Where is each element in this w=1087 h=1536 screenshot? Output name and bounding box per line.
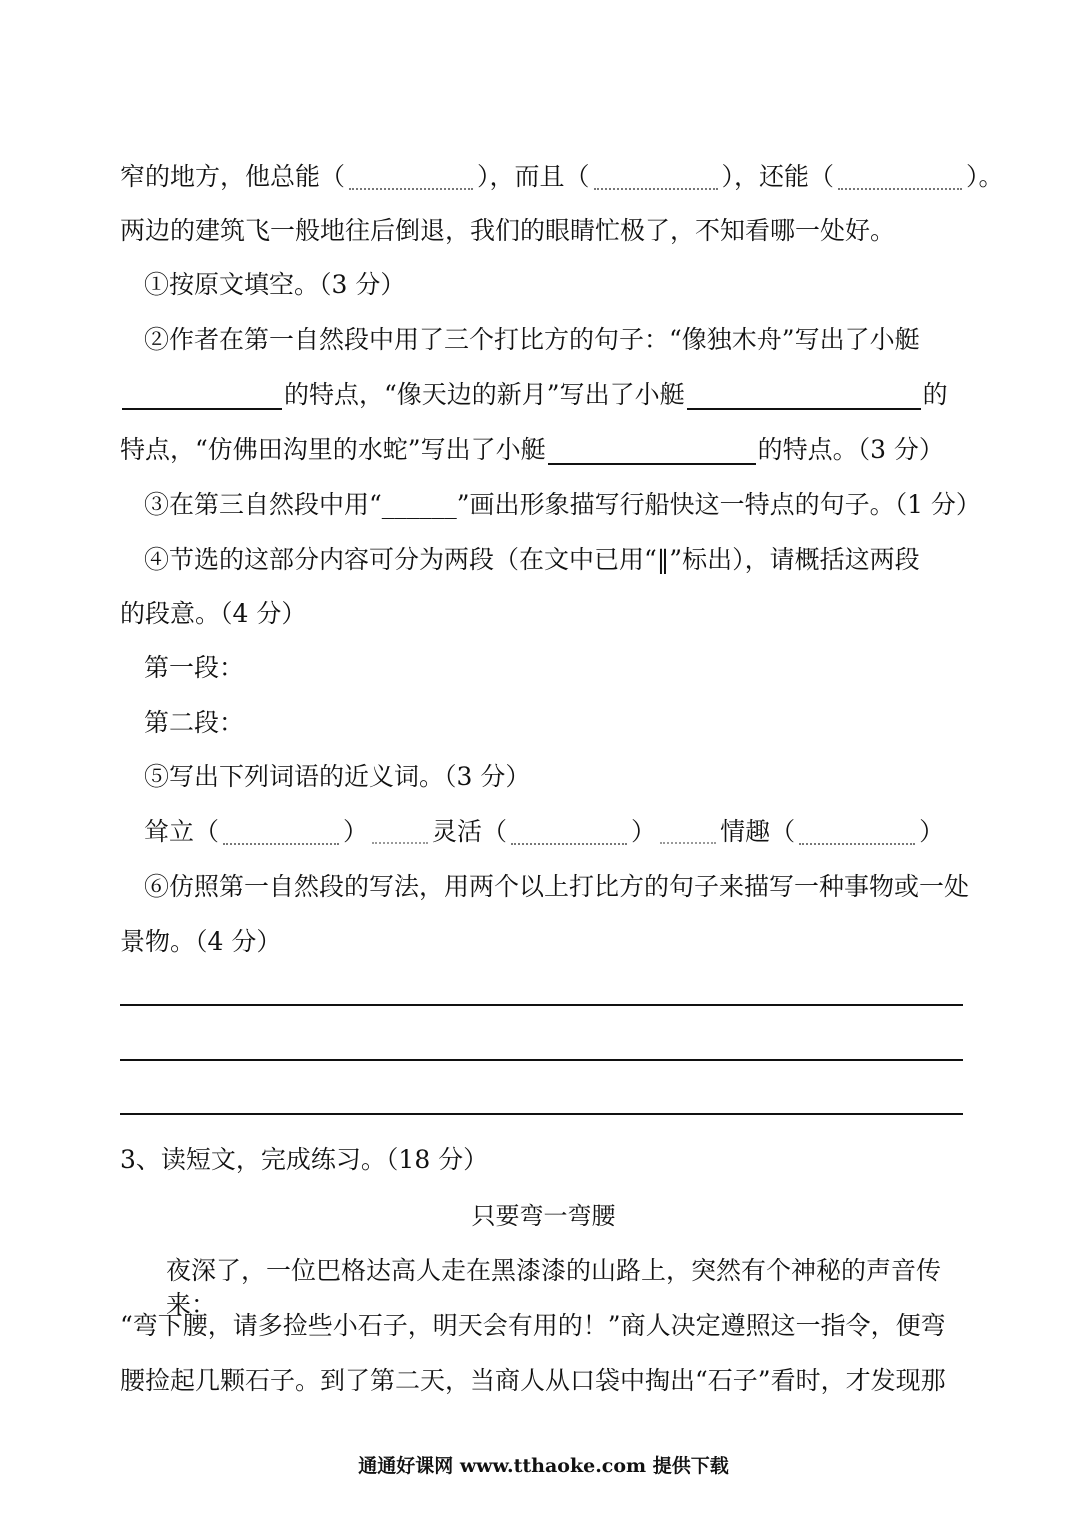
dotted-spacer xyxy=(660,824,716,844)
question-6: ⑥仿照第一自然段的写法，用两个以上打比方的句子来描写一种事物或一处 xyxy=(144,872,970,901)
story-paragraph-line: “弯下腰，请多捡些小石子，明天会有用的！”商人决定遵照这一指令，便弯 xyxy=(120,1311,946,1340)
synonym-blank[interactable] xyxy=(223,823,339,845)
text-segment: ） xyxy=(631,817,657,846)
synonym-row xyxy=(144,815,970,849)
text-segment: ），而且（ xyxy=(477,162,590,191)
text-line xyxy=(120,378,970,412)
fill-blank[interactable] xyxy=(594,168,718,190)
question-2: ②作者在第一自然段中用了三个打比方的句子：“像独木舟”写出了小艇 xyxy=(144,325,920,354)
writing-line[interactable] xyxy=(120,1059,963,1061)
question-1: ①按原文填空。（3 分） xyxy=(144,270,406,299)
answer-blank[interactable] xyxy=(548,439,756,465)
answer-blank[interactable] xyxy=(687,384,921,410)
text-segment: 特点，“仿佛田沟里的水蛇”写出了小艇 xyxy=(120,435,546,464)
question-4: ④节选的这部分内容可分为两段（在文中已用“‖”标出），请概括这两段 xyxy=(144,545,920,574)
writing-line[interactable] xyxy=(120,1113,963,1115)
text-line xyxy=(120,433,970,467)
text-segment: 的特点，“像天边的新月”写出了小艇 xyxy=(284,380,685,409)
page-footer: 通通好课网 www.tthaoke.com 提供下载 xyxy=(358,1455,729,1477)
answer-blank[interactable] xyxy=(122,384,282,410)
story-paragraph-line: 夜深了，一位巴格达高人走在黑漆漆的山路上，突然有个神秘的声音传来： xyxy=(166,1256,942,1319)
text-segment: ） xyxy=(919,817,945,846)
word-label: 耸立（ xyxy=(144,817,220,846)
text-segment: 的特点。（3 分） xyxy=(757,435,944,464)
fill-blank[interactable] xyxy=(349,168,473,190)
text-segment: ） xyxy=(343,817,369,846)
text-segment: ）。 xyxy=(966,162,1004,191)
story-title: 只要弯一弯腰 xyxy=(471,1202,616,1230)
word-label: 灵活（ xyxy=(432,817,508,846)
question-5: ⑤写出下列词语的近义词。（3 分） xyxy=(144,762,531,791)
dotted-spacer xyxy=(372,824,428,844)
story-paragraph-line: 腰捡起几颗石子。到了第二天，当商人从口袋中掏出“石子”看时，才发现那 xyxy=(120,1366,946,1395)
fill-blank[interactable] xyxy=(838,168,962,190)
segment-1-label: 第一段： xyxy=(144,653,245,682)
text-segment: 窄的地方，他总能（ xyxy=(120,162,346,191)
text-line: 的段意。（4 分） xyxy=(120,599,307,628)
segment-2-label: 第二段： xyxy=(144,708,245,737)
question-3: ③在第三自然段中用“______”画出形象描写行船快这一特点的句子。（1 分） xyxy=(144,490,981,519)
synonym-blank[interactable] xyxy=(511,823,627,845)
text-segment: 的 xyxy=(922,380,948,409)
section-3-heading: 3、读短文，完成练习。（18 分） xyxy=(120,1145,489,1174)
text-line: 两边的建筑飞一般地往后倒退，我们的眼睛忙极了，不知看哪一处好。 xyxy=(120,216,896,245)
text-line: 景物。（4 分） xyxy=(120,927,282,956)
word-label: 情趣（ xyxy=(720,817,796,846)
text-line xyxy=(120,160,1004,194)
writing-line[interactable] xyxy=(120,1004,963,1006)
text-segment: ），还能（ xyxy=(721,162,835,191)
synonym-blank[interactable] xyxy=(799,823,915,845)
